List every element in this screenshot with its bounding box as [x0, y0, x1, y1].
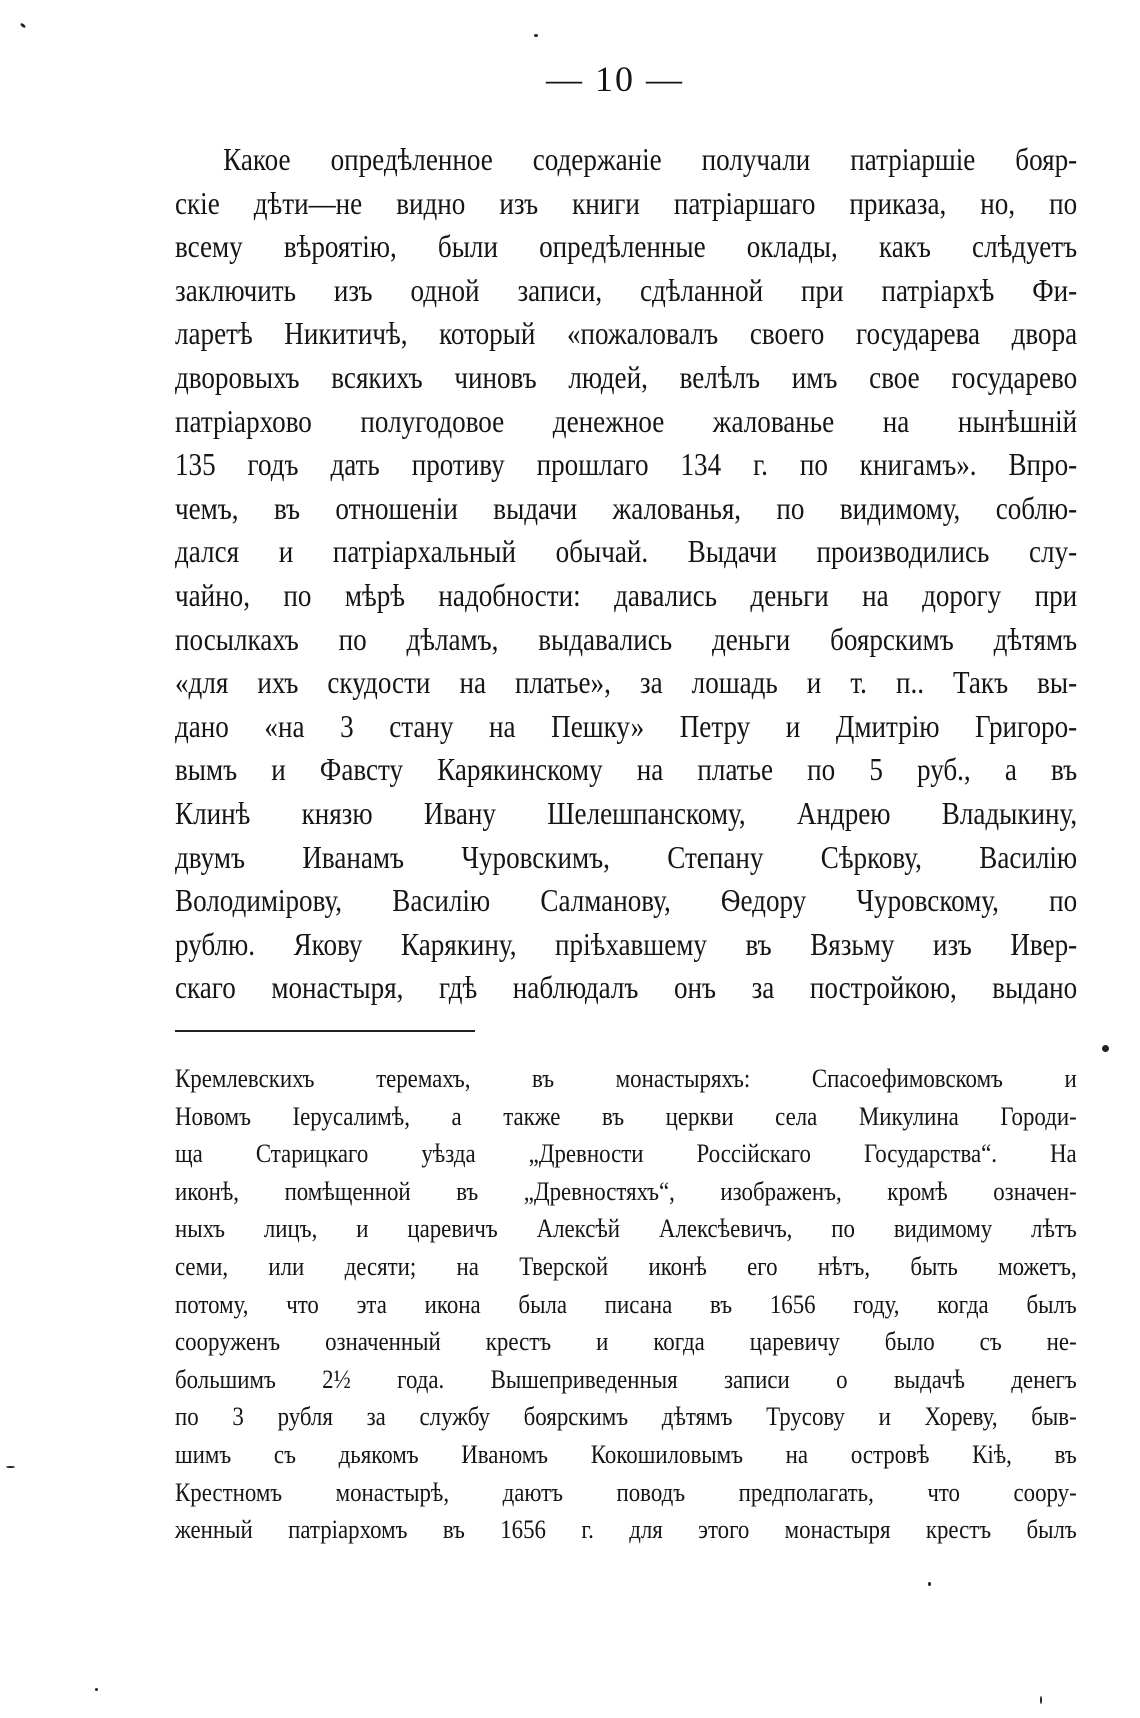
text-line: скіе дѣти—не видно изъ книги патріаршаго приказа, но, по [175, 185, 1078, 221]
text-line: ларетѣ Никитичѣ, который «пожаловалъ своего государева двора [175, 316, 1078, 352]
text-line: дворовыхъ всякихъ чиновъ людей, велѣлъ имъ свое государево [175, 359, 1078, 395]
scan-speck [20, 22, 27, 28]
text-line: заключить изъ одной записи, сдѣланной при патріархѣ Фи- [175, 272, 1078, 308]
scan-speck [534, 34, 538, 37]
scan-speck [1102, 1045, 1109, 1052]
text-line: чайно, по мѣрѣ надобности: давались деньги на дорогу при [175, 577, 1078, 613]
text-line: 135 годъ дать противу прошлаго 134 г. по книгамъ». Впро- [175, 447, 1078, 483]
footnote-line: шимъ съ дьякомъ Иваномъ Кокошиловымъ на островѣ Кіѣ, въ [175, 1439, 1077, 1469]
footnote-line: Крестномъ монастырѣ, даютъ поводъ предполагать, что соору- [175, 1477, 1077, 1507]
footnote-line: по 3 рубля за службу боярскимъ дѣтямъ Трусову и Хореву, быв- [175, 1402, 1077, 1432]
footnote-line: ща Старицкаго уѣзда „Древности Россійскаго Государства“. На [175, 1139, 1077, 1169]
footnote [175, 1060, 1077, 1549]
scan-speck [6, 1466, 15, 1468]
scan-speck [928, 1582, 931, 1586]
text-line: скаго монастыря, гдѣ наблюдалъ онъ за постройкою, выдано [175, 970, 1078, 1006]
text-line: Какое опредѣленное содержаніе получали патріаршіе бояр- [223, 142, 1078, 177]
scan-speck [1040, 1696, 1042, 1704]
main-text [175, 138, 1077, 1010]
footnote-line: семи, или десяти; на Тверской иконѣ его нѣтъ, быть можетъ, [175, 1251, 1077, 1281]
footnote-line: Кремлевскихъ теремахъ, въ монастыряхъ: Спасоефимовскомъ и [175, 1064, 1077, 1093]
footnote-line: сооруженъ означенный крестъ и когда царевичу было съ не- [175, 1327, 1077, 1357]
text-line: Володимірову, Василію Салманову, Ѳедору Чуровскому, по [175, 883, 1078, 919]
scan-speck [95, 1688, 98, 1691]
text-line: дался и патріархальный обычай. Выдачи производились слу- [175, 534, 1078, 570]
text-line: посылкахъ по дѣламъ, выдавались деньги боярскимъ дѣтямъ [175, 621, 1078, 657]
text-line: патріархово полугодовое денежное жалованье на нынѣшній [175, 403, 1078, 439]
footnote-line: Новомъ Іерусалимѣ, а также въ церкви села Микулина Городи- [175, 1101, 1077, 1131]
text-line: двумъ Иванамъ Чуровскимъ, Степану Сѣркову, Василію [175, 839, 1078, 875]
footnote-line: большимъ 2½ года. Вышеприведенныя записи о выдачѣ денегъ [175, 1364, 1077, 1394]
footnote-line: потому, что эта икона была писана въ 1656 году, когда былъ [175, 1289, 1077, 1319]
text-line: дано «на 3 стану на Пешку» Петру и Дмитрію Григоро- [175, 708, 1078, 744]
footnote-line: иконѣ, помѣщенной въ „Древностяхъ“, изображенъ, кромѣ означен- [175, 1176, 1077, 1206]
text-line: «для ихъ скудости на платье», за лошадь и т. п.. Такъ вы- [175, 665, 1078, 701]
text-line: чемъ, въ отношеніи выдачи жалованья, по видимому, соблю- [175, 490, 1078, 526]
footnote-line: женный патріархомъ въ 1656 г. для этого монастыря крестъ былъ [175, 1515, 1077, 1545]
text-line: вымъ и Фавсту Карякинскому на платье по 5 руб., а въ [175, 752, 1078, 788]
footnote-line: ныхъ лицъ, и царевичъ Алексѣй Алексѣевичъ, по видимому лѣтъ [175, 1214, 1077, 1244]
text-line: Клинѣ князю Ивану Шелешпанскому, Андрею Владыкину, [175, 795, 1078, 831]
text-line: всему вѣроятію, были опредѣленные оклады, какъ слѣдуетъ [175, 229, 1078, 265]
text-line: рублю. Якову Карякину, пріѣхавшему въ Вязьму изъ Ивер- [175, 926, 1078, 962]
page-number: — 10 — [546, 59, 684, 99]
footnote-separator [175, 1030, 475, 1032]
